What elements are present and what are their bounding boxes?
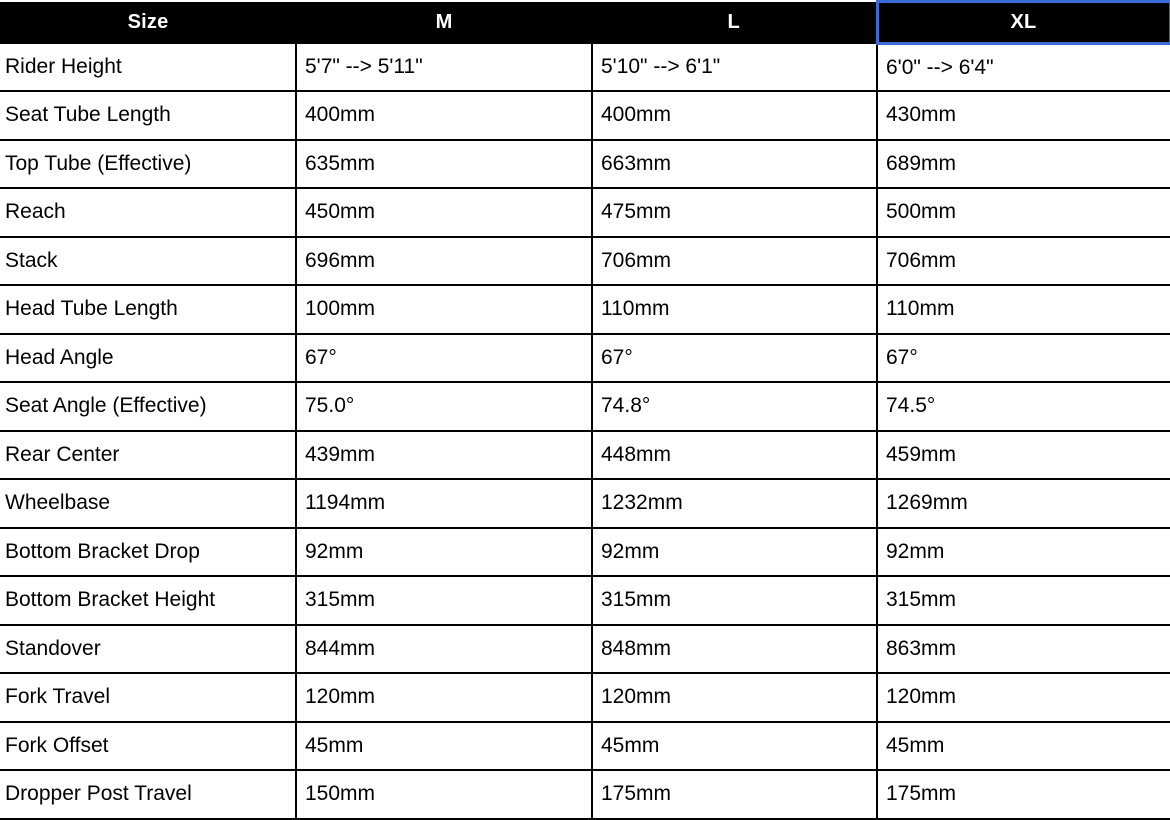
table-header-row	[0, 2, 1170, 44]
table-row	[0, 479, 1170, 528]
table-body	[0, 44, 1170, 819]
table-row	[0, 237, 1170, 286]
cell-value-l: 475mm	[592, 188, 877, 237]
cell-value-xl: 120mm	[877, 673, 1170, 722]
row-label: Fork Travel	[0, 673, 296, 722]
row-label: Seat Angle (Effective)	[0, 382, 296, 431]
column-header-xl[interactable]: XL	[877, 2, 1170, 44]
cell-value-l: 400mm	[592, 91, 877, 140]
cell-value-m: 439mm	[296, 431, 592, 480]
table-row	[0, 528, 1170, 577]
cell-value-m: 315mm	[296, 576, 592, 625]
cell-value-xl: 500mm	[877, 188, 1170, 237]
cell-value-m: 120mm	[296, 673, 592, 722]
table-row	[0, 188, 1170, 237]
cell-value-xl: 74.5°	[877, 382, 1170, 431]
table-row	[0, 91, 1170, 140]
cell-value-l: 315mm	[592, 576, 877, 625]
row-label: Fork Offset	[0, 722, 296, 771]
table-row	[0, 673, 1170, 722]
cell-value-xl: 315mm	[877, 576, 1170, 625]
cell-value-l: 74.8°	[592, 382, 877, 431]
cell-value-m: 450mm	[296, 188, 592, 237]
cell-value-m: 75.0°	[296, 382, 592, 431]
cell-value-l: 448mm	[592, 431, 877, 480]
cell-value-xl: 45mm	[877, 722, 1170, 771]
cell-value-l: 848mm	[592, 625, 877, 674]
row-label: Head Angle	[0, 334, 296, 383]
table-header	[0, 2, 1170, 44]
cell-value-xl: 67°	[877, 334, 1170, 383]
column-header-m[interactable]: M	[296, 2, 592, 44]
cell-value-l: 663mm	[592, 140, 877, 189]
row-label: Stack	[0, 237, 296, 286]
cell-value-xl: 430mm	[877, 91, 1170, 140]
cell-value-xl: 175mm	[877, 770, 1170, 819]
table-row	[0, 770, 1170, 819]
cell-value-l: 175mm	[592, 770, 877, 819]
table-row	[0, 382, 1170, 431]
cell-value-l: 5'10" --> 6'1"	[592, 44, 877, 92]
cell-value-l: 706mm	[592, 237, 877, 286]
cell-value-xl: 459mm	[877, 431, 1170, 480]
row-label: Head Tube Length	[0, 285, 296, 334]
row-label: Top Tube (Effective)	[0, 140, 296, 189]
cell-value-l: 45mm	[592, 722, 877, 771]
cell-value-m: 1194mm	[296, 479, 592, 528]
table-row	[0, 140, 1170, 189]
row-label: Wheelbase	[0, 479, 296, 528]
cell-value-m: 844mm	[296, 625, 592, 674]
column-header-size[interactable]: Size	[0, 2, 296, 44]
cell-value-m: 150mm	[296, 770, 592, 819]
cell-value-xl: 689mm	[877, 140, 1170, 189]
table-row	[0, 285, 1170, 334]
cell-value-l: 92mm	[592, 528, 877, 577]
cell-value-m: 400mm	[296, 91, 592, 140]
column-header-l[interactable]: L	[592, 2, 877, 44]
table-row	[0, 44, 1170, 92]
cell-value-m: 67°	[296, 334, 592, 383]
cell-value-xl: 110mm	[877, 285, 1170, 334]
cell-value-xl: 706mm	[877, 237, 1170, 286]
cell-value-l: 110mm	[592, 285, 877, 334]
cell-value-m: 696mm	[296, 237, 592, 286]
cell-value-m: 45mm	[296, 722, 592, 771]
row-label: Reach	[0, 188, 296, 237]
row-label: Bottom Bracket Drop	[0, 528, 296, 577]
table-row	[0, 431, 1170, 480]
cell-value-xl: 92mm	[877, 528, 1170, 577]
table-row	[0, 334, 1170, 383]
table-row	[0, 722, 1170, 771]
row-label: Seat Tube Length	[0, 91, 296, 140]
cell-value-l: 1232mm	[592, 479, 877, 528]
cell-value-l: 67°	[592, 334, 877, 383]
cell-value-m: 100mm	[296, 285, 592, 334]
cell-value-xl: 1269mm	[877, 479, 1170, 528]
table-row	[0, 576, 1170, 625]
table-row	[0, 625, 1170, 674]
row-label: Bottom Bracket Height	[0, 576, 296, 625]
row-label: Rear Center	[0, 431, 296, 480]
cell-value-xl: 863mm	[877, 625, 1170, 674]
row-label: Standover	[0, 625, 296, 674]
row-label: Rider Height	[0, 44, 296, 92]
cell-value-m: 635mm	[296, 140, 592, 189]
row-label: Dropper Post Travel	[0, 770, 296, 819]
cell-value-l: 120mm	[592, 673, 877, 722]
cell-value-m: 5'7" --> 5'11"	[296, 44, 592, 92]
cell-value-m: 92mm	[296, 528, 592, 577]
cell-value-xl: 6'0" --> 6'4"	[877, 44, 1170, 92]
